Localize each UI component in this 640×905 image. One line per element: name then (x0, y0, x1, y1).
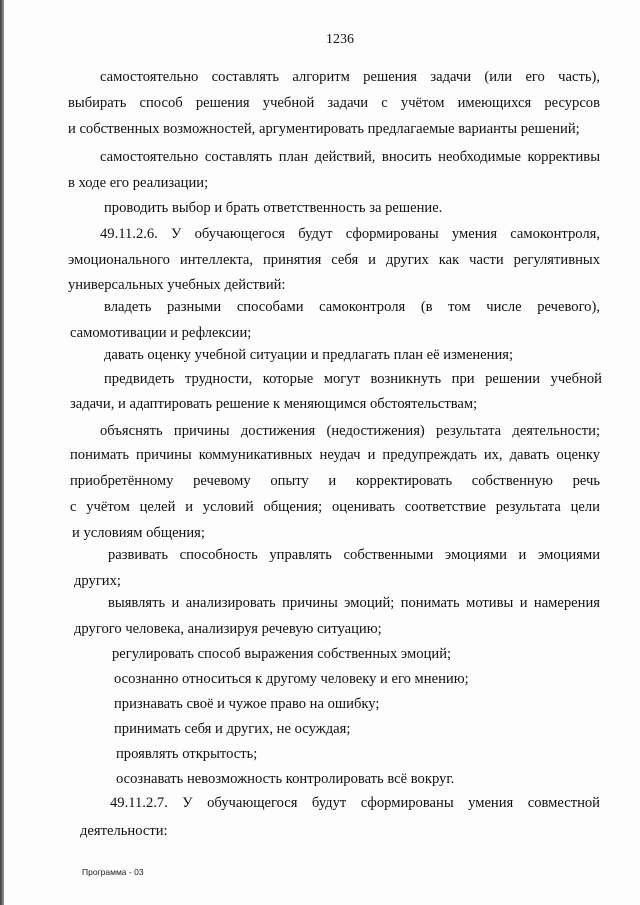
text-line: принимать себя и других, не осуждая; (114, 721, 351, 737)
text-line: давать оценку учебной ситуации и предлагать план её изменения; (104, 347, 514, 363)
text-line: осознавать невозможность контролировать всё вокруг. (116, 771, 455, 787)
text-line: самостоятельно составлять план действий, вносить необходимые коррективы (100, 149, 600, 165)
text-line: деятельности: (80, 823, 168, 839)
text-line: в ходе его реализации; (68, 175, 209, 191)
text-line: предвидеть трудности, которые могут возникнуть при решении учебной (104, 371, 602, 387)
text-line: приобретённому речевому опыту и корректировать собственную речь (70, 473, 600, 489)
text-line: выбирать способ решения учебной задачи с учётом имеющихся ресурсов (68, 95, 600, 111)
text-line: универсальных учебных действий: (68, 277, 286, 293)
text-line: развивать способность управлять собственными эмоциями и эмоциями (108, 547, 600, 563)
text-line: владеть разными способами самоконтроля (в том числе речевого), (104, 299, 600, 315)
text-line: понимать причины коммуникативных неудач и предупреждать их, давать оценку (70, 447, 600, 463)
page-number: 1236 (326, 32, 354, 47)
text-line: эмоционального интеллекта, принятия себя и других как части регулятивных (68, 252, 600, 268)
text-line: осознанно относиться к другому человеку и его мнению; (114, 671, 469, 687)
text-line: проявлять открытость; (116, 746, 258, 762)
footer-note: Программа - 03 (82, 867, 144, 877)
text-line: признавать своё и чужое право на ошибку; (114, 696, 380, 712)
text-line: самомотивации и рефлексии; (70, 325, 252, 341)
text-line: и условиям общения; (72, 525, 205, 541)
text-line: другого человека, анализируя речевую ситуацию; (74, 621, 382, 637)
scan-edge-shadow (0, 0, 4, 905)
text-line: проводить выбор и брать ответственность за решение. (104, 200, 443, 216)
text-line: 49.11.2.6. У обучающегося будут сформированы умения самоконтроля, (100, 226, 600, 242)
text-line: задачи, и адаптировать решение к меняющимся обстоятельствам; (70, 396, 478, 412)
text-line: других; (74, 573, 121, 589)
text-line: выявлять и анализировать причины эмоций; понимать мотивы и намерения (108, 595, 600, 611)
text-line: с учётом целей и условий общения; оценивать соответствие результата цели (70, 499, 600, 515)
text-line: объяснять причины достижения (недостижения) результата деятельности; (100, 423, 600, 439)
text-line: регулировать способ выражения собственных эмоций; (112, 646, 452, 662)
document-page (60, 0, 620, 905)
text-line: самостоятельно составлять алгоритм решения задачи (или его часть), (100, 69, 600, 85)
text-line: 49.11.2.7. У обучающегося будут сформированы умения совместной (110, 795, 600, 811)
text-line: и собственных возможностей, аргументировать предлагаемые варианты решений; (68, 121, 580, 137)
